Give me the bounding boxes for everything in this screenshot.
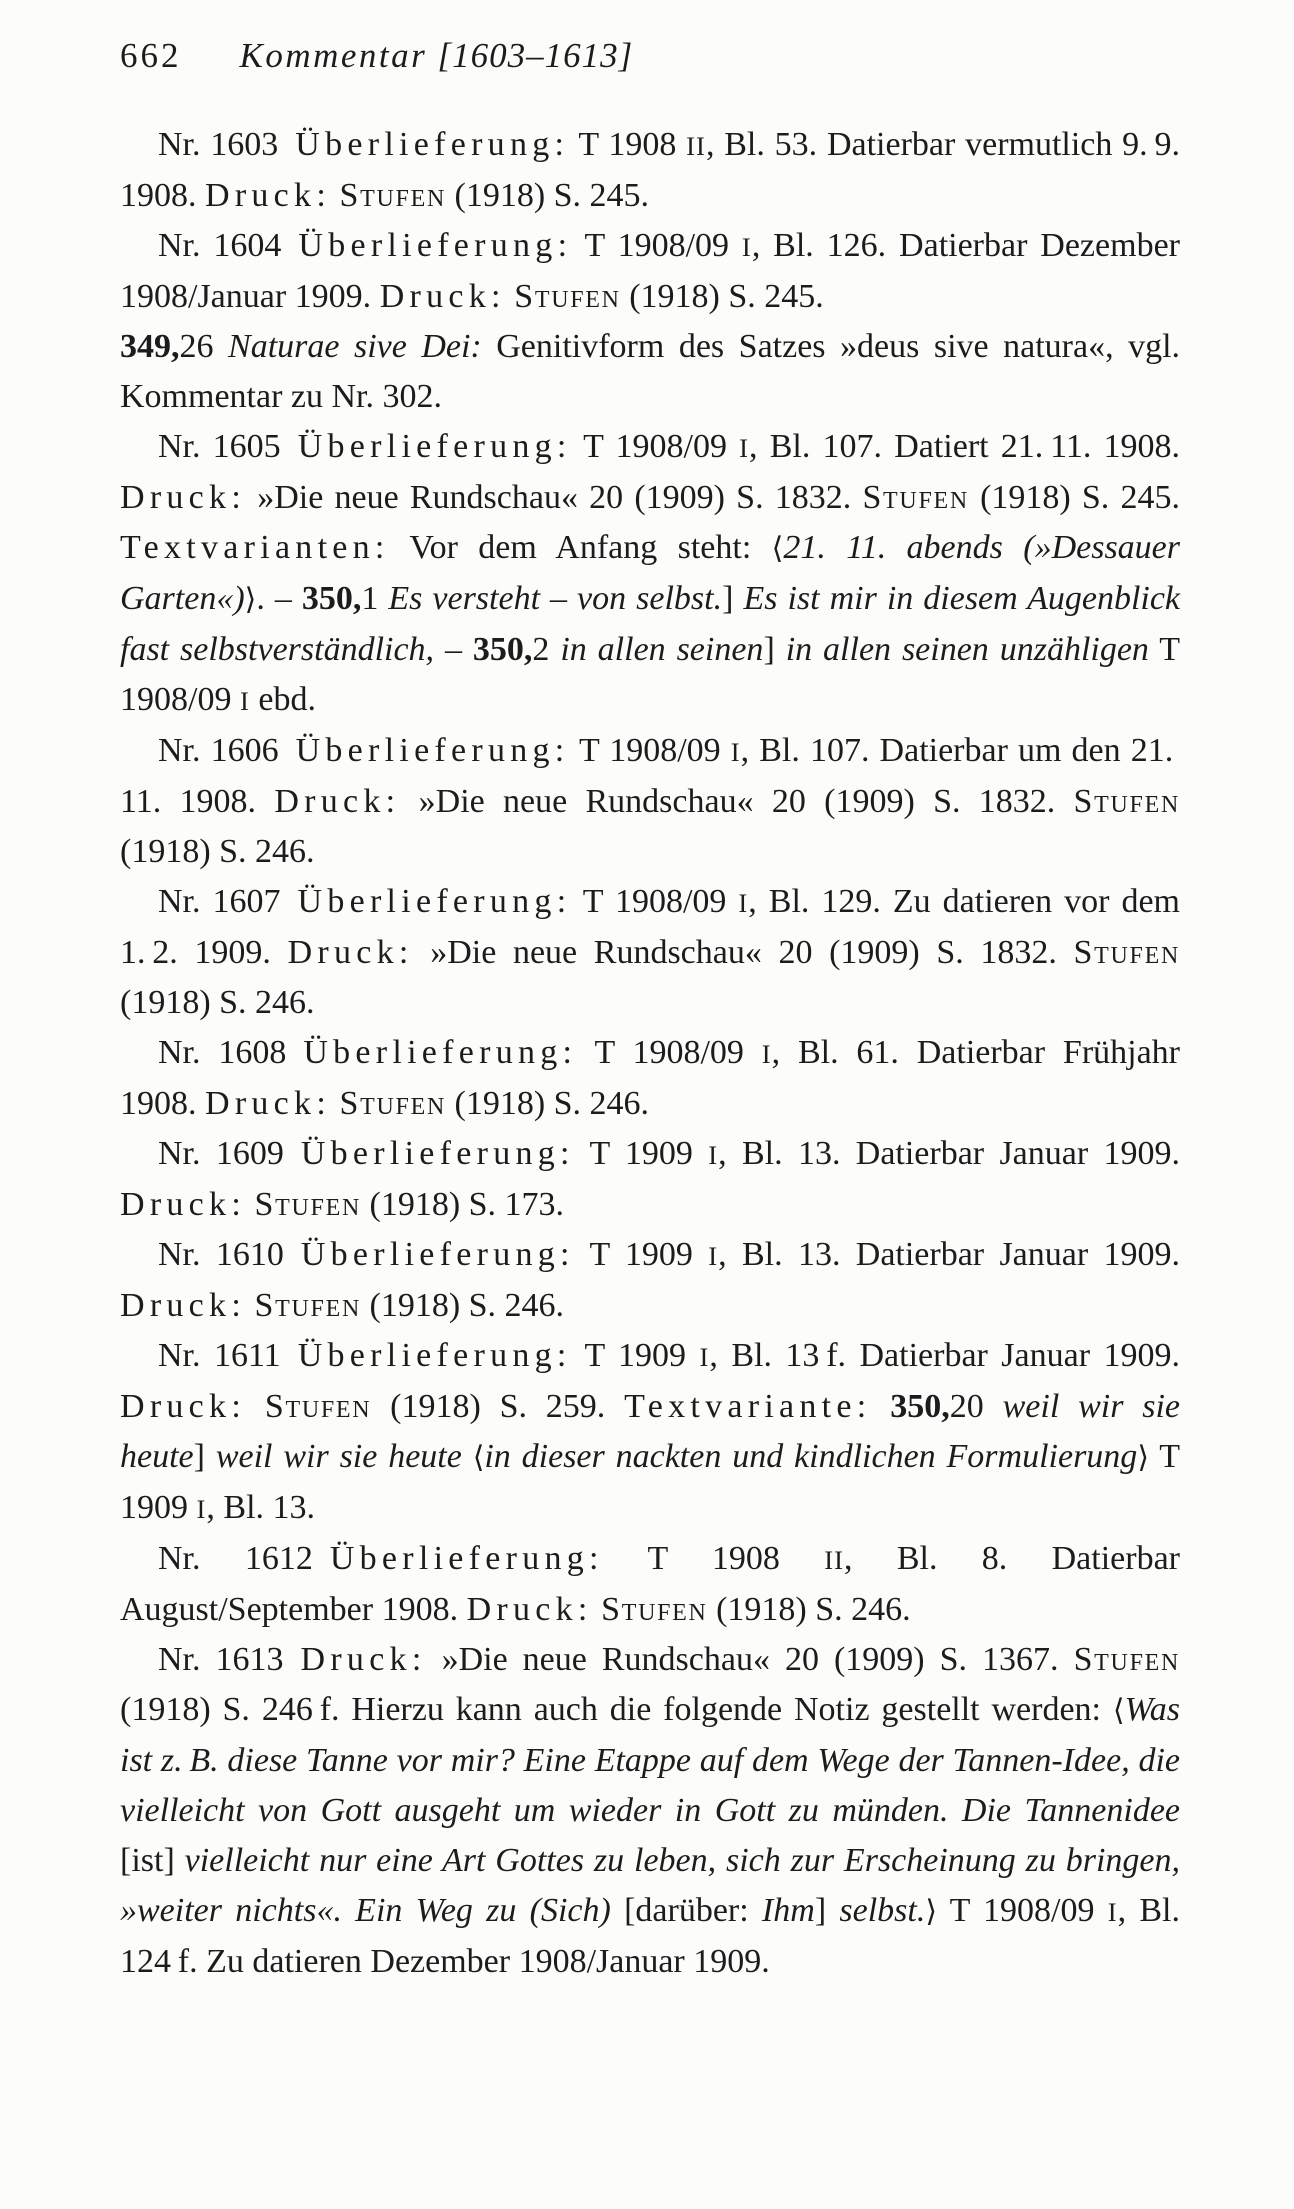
- text-run: Überlieferung:: [298, 227, 573, 264]
- text-run: I: [741, 232, 752, 262]
- text-run: 20: [949, 1388, 1003, 1425]
- page-number: 662: [120, 36, 182, 75]
- text-run: Es versteht – von selbst.: [388, 580, 723, 617]
- text-run: , Bl. 126. Datierbar Dezember 1908/Januar 1909.: [120, 227, 1180, 315]
- text-run: , Bl. 13. Datierbar Januar 1909.: [718, 1135, 1181, 1172]
- text-run: T 1908/09: [572, 227, 742, 264]
- text-run: ⟩: [925, 1894, 938, 1929]
- text-run: (1918) S. 246.: [120, 833, 315, 870]
- commentary-text: [120, 120, 1180, 1987]
- text-run: Nr. 1610: [158, 1236, 301, 1273]
- text-run: Überlieferung:: [303, 1034, 578, 1071]
- text-run: I: [196, 1494, 207, 1524]
- text-run: T 1909: [120, 1438, 1180, 1526]
- text-run: Stufen: [1073, 1641, 1181, 1678]
- text-run: I: [708, 1140, 719, 1170]
- text-run: Stufen: [514, 278, 621, 315]
- text-run: weil wir sie heute: [120, 1388, 1181, 1475]
- text-run: [331, 177, 340, 214]
- text-run: , Bl. 124 f. Zu datieren Dezember 1908/Januar 1909.: [120, 1892, 1181, 1980]
- text-run: »Die neue Rundschau« 20 (1909) S. 1832.: [400, 783, 1074, 820]
- text-run: Nr. 1607: [158, 883, 298, 920]
- text-run: [246, 1388, 265, 1425]
- text-run: . –: [256, 580, 302, 617]
- text-run: Nr. 1608: [158, 1034, 304, 1071]
- text-run: Druck:: [205, 177, 332, 214]
- paragraph: [120, 1635, 1180, 1987]
- text-run: Stufen: [601, 1591, 708, 1628]
- text-run: Nr. 1604: [158, 227, 299, 264]
- text-run: Was ist z. B. diese Tanne vor mir? Eine Etappe auf dem Wege der Tannen-Idee, die vielleicht von Gott ausgeht um wieder in Gott zu münden. Die Tannenidee: [120, 1691, 1180, 1829]
- text-run: Nr. 1605: [158, 428, 298, 465]
- text-run: [246, 1287, 255, 1324]
- text-run: II: [686, 131, 706, 161]
- paragraph: [120, 1129, 1180, 1230]
- text-run: , Bl. 107. Datierbar um den 21. 11. 1908.: [120, 732, 1180, 820]
- paragraph: [120, 1230, 1180, 1331]
- text-run: Überlieferung:: [300, 1236, 575, 1273]
- text-run: (1918) S. 259.: [371, 1388, 625, 1425]
- text-run: I: [708, 1241, 719, 1271]
- text-run: I: [239, 686, 250, 716]
- text-run: T 1908: [569, 126, 687, 163]
- text-run: Nr. 1609: [158, 1135, 301, 1172]
- paragraph: [120, 1028, 1180, 1129]
- text-run: T 1908/09: [937, 1892, 1108, 1929]
- text-run: T 1908/09: [571, 428, 740, 465]
- text-run: Textvarianten:: [120, 529, 390, 566]
- text-run: , Bl. 129. Zu datieren vor dem 1. 2. 1909.: [120, 883, 1180, 971]
- text-run: »Die neue Rundschau« 20 (1909) S. 1367.: [426, 1641, 1074, 1678]
- paragraph: [120, 120, 1180, 221]
- text-run: [506, 278, 515, 315]
- text-run: [ist]: [120, 1842, 185, 1879]
- text-run: »Die neue Rundschau« 20 (1909) S. 1832.: [246, 479, 863, 516]
- paragraph: [120, 877, 1180, 1028]
- text-run: Stufen: [1073, 934, 1180, 971]
- text-run: T 1909: [571, 1337, 700, 1374]
- text-run: (1918) S. 246.: [446, 1085, 650, 1122]
- text-run: Überlieferung:: [297, 1337, 572, 1374]
- text-run: selbst.: [839, 1892, 926, 1929]
- text-run: vielleicht nur eine Art Gottes zu leben, sich zur Erscheinung zu bringen, »weiter nichts«. Ein Weg zu (Sich): [120, 1842, 1180, 1929]
- text-run: Überlieferung:: [329, 1540, 604, 1577]
- paragraph: [120, 726, 1180, 877]
- text-run: (1918) S. 245.: [968, 479, 1180, 516]
- text-run: Druck:: [120, 1287, 247, 1324]
- text-run: I: [699, 1342, 710, 1372]
- text-run: Naturae sive Dei:: [228, 328, 482, 365]
- text-run: 2: [532, 631, 561, 668]
- text-run: 26: [179, 328, 229, 365]
- text-run: Nr. 1606: [158, 732, 296, 769]
- text-run: [871, 1388, 890, 1425]
- text-run: Überlieferung:: [297, 883, 572, 920]
- text-run: , Bl. 107. Datiert 21. 11. 1908.: [749, 428, 1180, 465]
- text-run: ebd.: [249, 681, 316, 718]
- text-run: , Bl. 13.: [206, 1489, 316, 1526]
- text-run: 21. 11. abends (»Dessauer Garten«): [120, 529, 1180, 617]
- text-run: [darüber:: [624, 1892, 762, 1929]
- text-run: Nr. 1603: [158, 126, 296, 163]
- text-run: –: [434, 631, 473, 668]
- text-run: I: [1107, 1897, 1118, 1927]
- text-run: [246, 1186, 255, 1223]
- text-run: ]: [763, 631, 786, 668]
- paragraph: [120, 1534, 1180, 1635]
- text-run: Überlieferung:: [295, 126, 570, 163]
- text-run: ⟩: [1137, 1440, 1149, 1475]
- text-run: Stufen: [862, 479, 969, 516]
- text-run: 350,: [301, 580, 362, 617]
- paragraph: [120, 221, 1180, 322]
- text-run: ]: [193, 1438, 216, 1475]
- text-run: ⟨: [472, 1440, 485, 1475]
- text-run: in allen seinen unzähligen: [785, 631, 1149, 668]
- text-run: (1918) S. 245.: [446, 177, 650, 214]
- text-run: Stufen: [339, 1085, 446, 1122]
- text-run: Es ist mir in diesem Augenblick fast selbstverständlich,: [120, 580, 1181, 668]
- text-run: in allen seinen: [560, 631, 764, 668]
- text-run: Nr. 1613: [158, 1641, 301, 1678]
- paragraph: [120, 1331, 1180, 1534]
- text-run: 1: [361, 580, 389, 617]
- text-run: Stufen: [339, 177, 446, 214]
- text-run: Druck:: [300, 1641, 427, 1678]
- text-run: Druck:: [274, 783, 401, 820]
- text-run: Textvariante:: [624, 1388, 872, 1425]
- page-header: [120, 34, 1180, 78]
- running-head-separator: [427, 36, 437, 75]
- running-head: [240, 34, 634, 78]
- text-run: in dieser nackten und kindlichen Formulierung: [484, 1438, 1138, 1475]
- text-run: Ihm: [761, 1892, 815, 1929]
- text-run: , Bl. 53. Datierbar vermutlich 9. 9. 1908.: [120, 126, 1180, 214]
- text-run: T 1908/09: [120, 631, 1181, 718]
- running-head-title: Kommentar: [239, 36, 428, 75]
- text-run: weil wir sie heute: [215, 1438, 473, 1475]
- text-run: Stufen: [264, 1388, 372, 1425]
- text-run: Stufen: [1073, 783, 1180, 820]
- text-run: (1918) S. 246.: [361, 1287, 565, 1324]
- text-run: Überlieferung:: [300, 1135, 575, 1172]
- text-run: 350,: [472, 631, 533, 668]
- text-run: , Bl. 13. Datierbar Januar 1909.: [718, 1236, 1181, 1273]
- text-run: , Bl. 61. Datierbar Frühjahr 1908.: [120, 1034, 1180, 1122]
- running-head-range: [1603–1613]: [437, 36, 634, 75]
- paragraph: [120, 422, 1180, 726]
- text-run: , Bl. 13 f. Datierbar Januar 1909.: [709, 1337, 1180, 1374]
- text-run: Druck:: [120, 479, 247, 516]
- text-run: [331, 1085, 340, 1122]
- text-run: II: [824, 1545, 845, 1575]
- text-run: (1918) S. 246.: [707, 1591, 911, 1628]
- text-run: T 1908/09: [569, 732, 731, 769]
- text-run: (1918) S. 246 f. Hierzu kann auch die folgende Notiz gestellt werden:: [120, 1691, 1113, 1728]
- text-run: Genitivform des Satzes »deus sive natura«, vgl. Kommentar zu Nr. 302.: [120, 328, 1181, 415]
- text-run: ]: [814, 1892, 840, 1929]
- text-run: I: [738, 888, 749, 918]
- text-run: T 1908: [603, 1540, 825, 1577]
- text-run: , Bl. 8. Datierbar August/September 1908.: [120, 1540, 1180, 1628]
- text-run: ]: [722, 580, 744, 617]
- text-run: (1918) S. 246.: [120, 984, 315, 1021]
- text-run: Druck:: [379, 278, 506, 315]
- text-run: ⟨: [1112, 1693, 1125, 1728]
- text-run: Stufen: [254, 1287, 361, 1324]
- text-run: Überlieferung:: [295, 732, 570, 769]
- text-run: Nr. 1611: [158, 1337, 298, 1374]
- text-run: 349,: [120, 328, 180, 365]
- text-run: 350,: [890, 1388, 950, 1425]
- paragraph: [120, 322, 1180, 422]
- text-run: T 1908/09: [577, 1034, 762, 1071]
- text-run: Druck:: [466, 1591, 593, 1628]
- text-run: Nr. 1612: [158, 1540, 330, 1577]
- text-run: (1918) S. 245.: [620, 278, 824, 315]
- text-run: I: [761, 1039, 772, 1069]
- text-run: Vor dem Anfang steht:: [389, 529, 772, 566]
- text-run: ⟨: [771, 531, 784, 566]
- text-run: Druck:: [287, 934, 414, 971]
- text-run: Überlieferung:: [297, 428, 572, 465]
- text-run: »Die neue Rundschau« 20 (1909) S. 1832.: [413, 934, 1074, 971]
- text-run: (1918) S. 173.: [361, 1186, 565, 1223]
- text-run: T 1908/09: [571, 883, 739, 920]
- text-run: I: [739, 433, 750, 463]
- text-run: T 1909: [574, 1236, 709, 1273]
- text-run: Druck:: [120, 1388, 247, 1425]
- text-run: ⟩: [244, 582, 257, 617]
- text-run: I: [730, 737, 741, 767]
- text-run: T 1909: [574, 1135, 709, 1172]
- text-run: Druck:: [205, 1085, 332, 1122]
- text-run: Stufen: [254, 1186, 361, 1223]
- text-run: Druck:: [120, 1186, 247, 1223]
- text-run: [593, 1591, 602, 1628]
